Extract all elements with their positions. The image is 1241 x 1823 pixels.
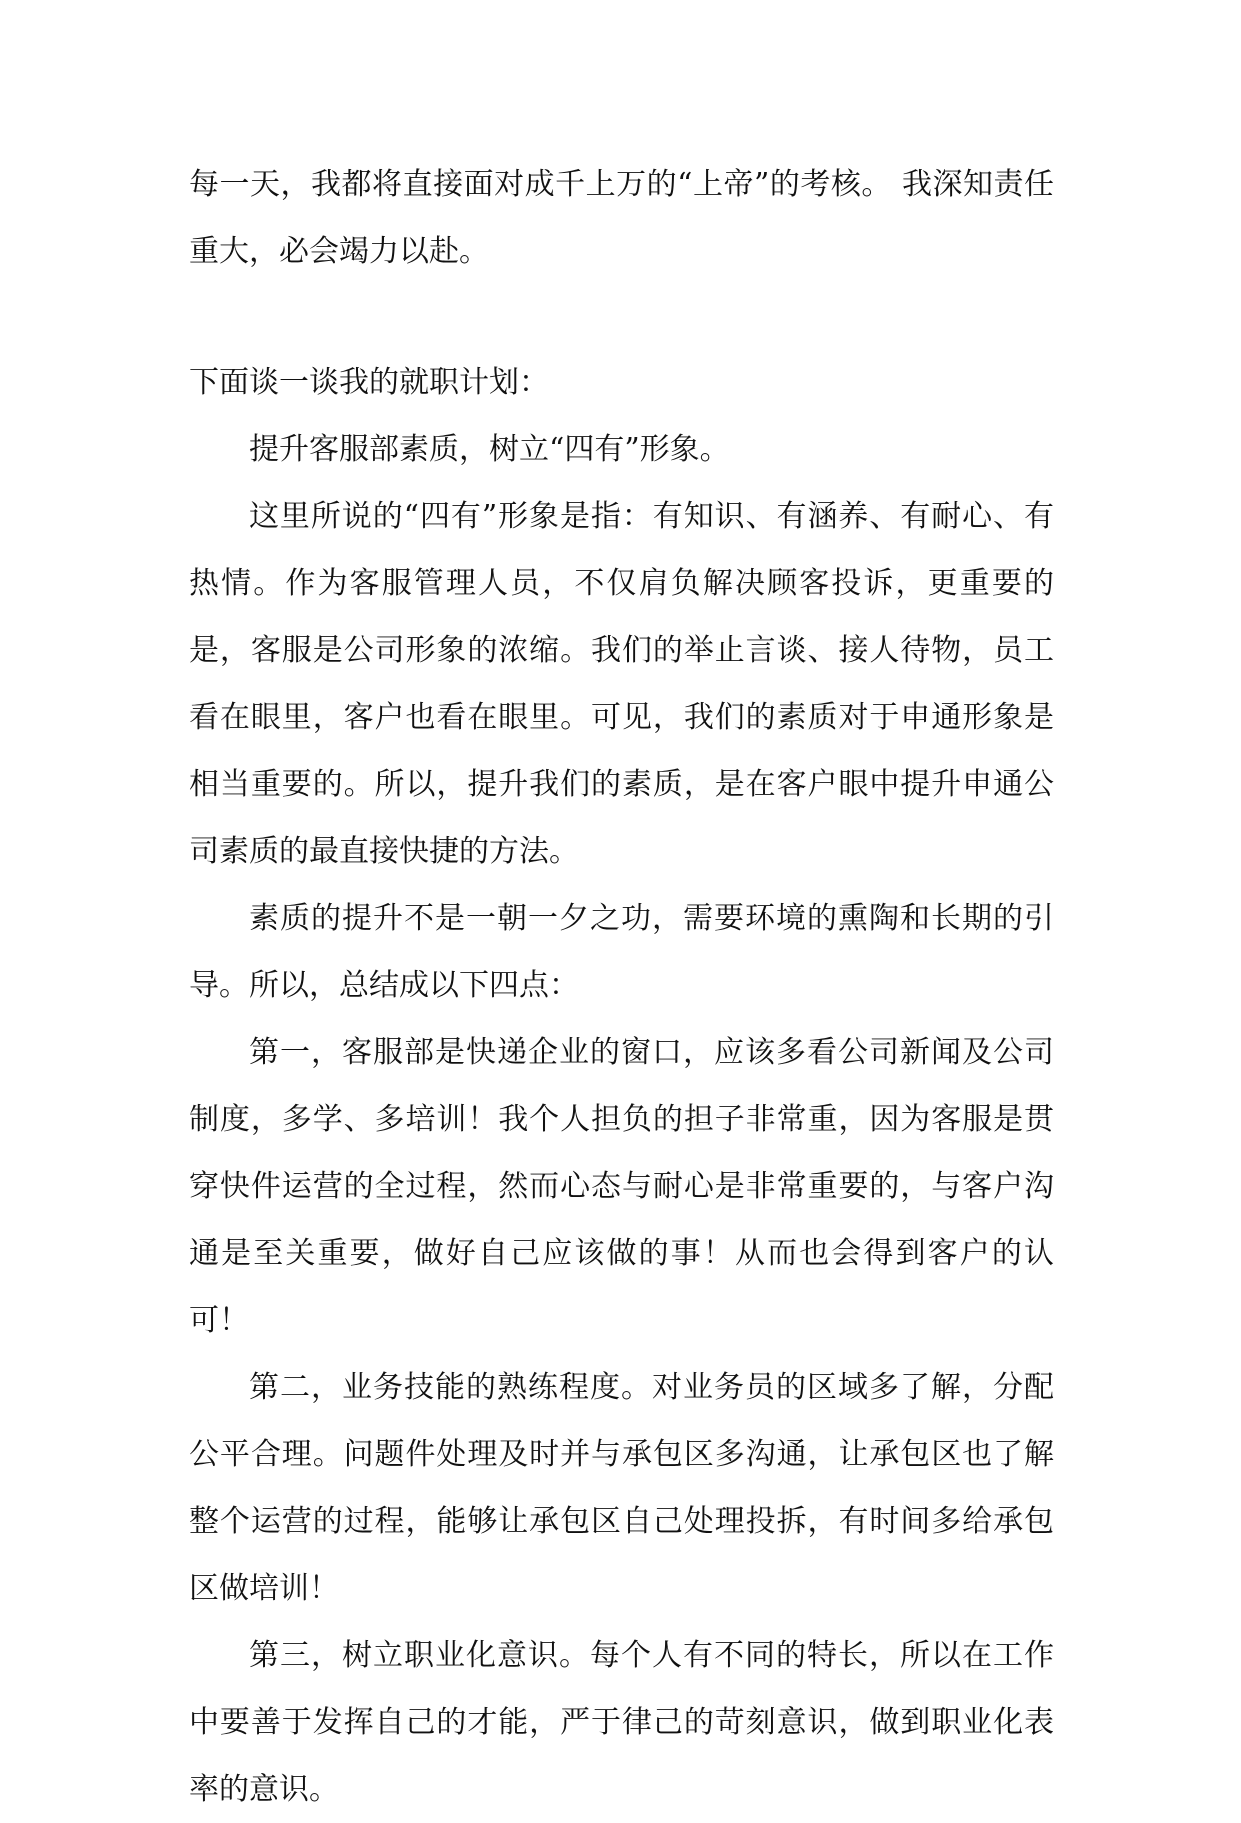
paragraph-point-two: 第二，业务技能的熟练程度。对业务员的区域多了解，分配公平合理。问题件处理及时并与承包区多沟通，让承包区也了解整个运营的过程，能够让承包区自己处理投拆，有时间多给承包区做培训！: [189, 1370, 1054, 1606]
paragraph-intro-closing: 每一天，我都将直接面对成千上万的“上帝”的考核。 我深知责任重大，必会竭力以赴。: [189, 167, 1054, 269]
paragraph-quality-improvement: 素质的提升不是一朝一夕之功，需要环境的熏陶和长期的引导。所以，总结成以下四点：: [189, 901, 1054, 1003]
paragraph-point-one: 第一，客服部是快递企业的窗口，应该多看公司新闻及公司制度，多学、多培训！我个人担负的担子非常重，因为客服是贯穿快件运营的全过程，然而心态与耐心是非常重要的，与客户沟通是至关重要，做好自己应该做的事！从而也会得到客户的认可！: [189, 1035, 1054, 1338]
paragraph-goal: 提升客服部素质，树立“四有”形象。: [249, 432, 730, 467]
paragraph-plan-heading: 下面谈一谈我的就职计划：: [189, 365, 549, 400]
document-body: [189, 151, 1054, 1823]
paragraph-point-three: 第三，树立职业化意识。每个人有不同的特长，所以在工作中要善于发挥自己的才能，严于律己的苛刻意识，做到职业化表率的意识。: [189, 1638, 1054, 1807]
paragraph-four-haves: 这里所说的“四有”形象是指：有知识、有涵养、有耐心、有热情。作为客服管理人员，不仅肩负解决顾客投诉，更重要的是，客服是公司形象的浓缩。我们的举止言谈、接人待物，员工看在眼里，客户也看在眼里。可见，我们的素质对于申通形象是相当重要的。所以，提升我们的素质，是在客户眼中提升申通公司素质的最直接快捷的方法。: [189, 499, 1054, 869]
